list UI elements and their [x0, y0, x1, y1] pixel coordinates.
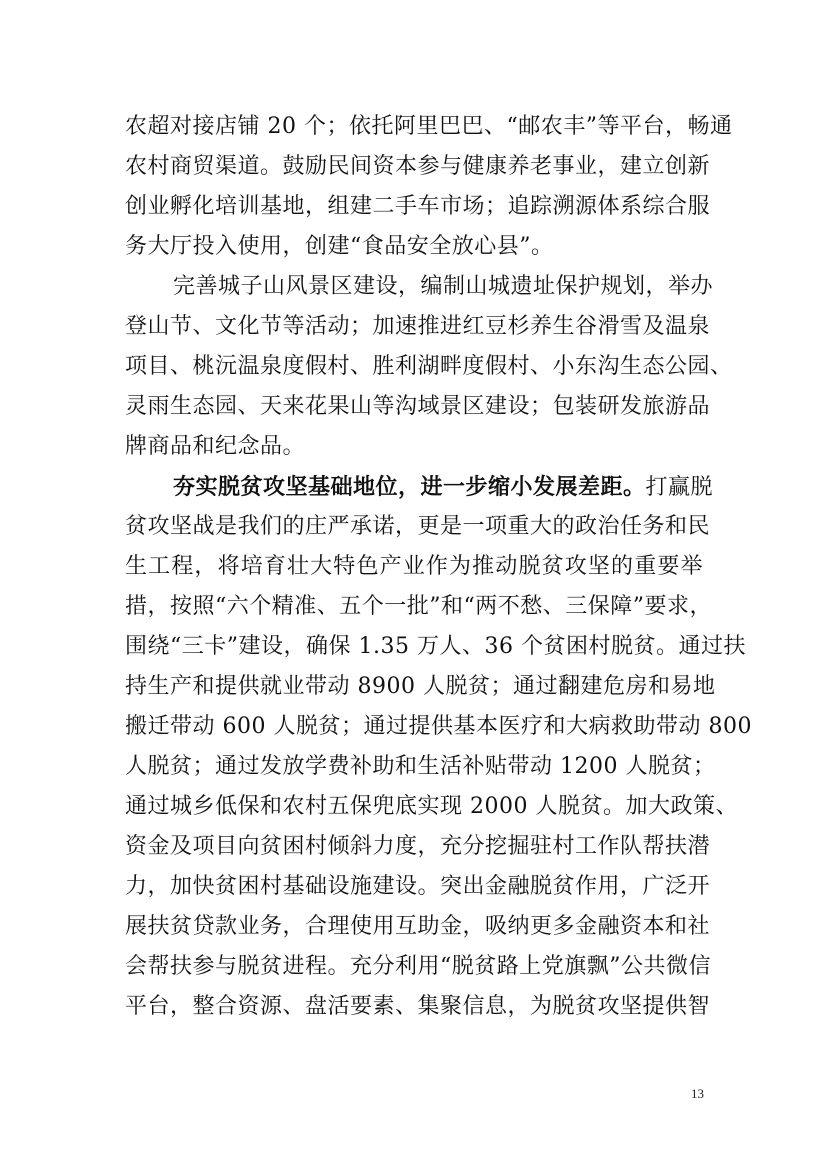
page-number: 13	[691, 1086, 704, 1101]
text-line: 灵雨生态园、天来花果山等沟域景区建设；包装研发旅游品	[125, 394, 711, 419]
text-line: 创业孵化培训基地，组建二手车市场；追踪溯源体系综合服	[125, 194, 711, 219]
text-line: 贫攻坚战是我们的庄严承诺，更是一项重大的政治任务和民	[125, 514, 711, 539]
text-line: 生工程，将培育壮大特色产业作为推动脱贫攻坚的重要举	[125, 554, 703, 579]
text-line: 农超对接店铺 20 个；依托阿里巴巴、“邮农丰”等平台，畅通	[125, 114, 733, 139]
text-line: 力，加快贫困村基础设施建设。突出金融脱贫作用，广泛开	[125, 874, 711, 899]
heading-continuation: 打赢脱	[645, 475, 714, 500]
text-line: 完善城子山风景区建设，编制山城遗址保护规划，举办	[173, 274, 714, 299]
text-line: 农村商贸渠道。鼓励民间资本参与健康养老事业，建立创新	[125, 154, 711, 179]
text-line: 会帮扶参与脱贫进程。充分利用“脱贫路上党旗飘”公共微信	[125, 954, 711, 979]
text-line: 牌商品和纪念品。	[125, 434, 306, 459]
text-line: 搬迁带动 600 人脱贫；通过提供基本医疗和大病救助带动 800	[125, 714, 752, 739]
text-line: 围绕“三卡”建设，确保 1.35 万人、36 个贫困村脱贫。通过扶	[125, 634, 746, 659]
text-line: 展扶贫贷款业务，合理使用互助金，吸纳更多金融资本和社	[125, 914, 711, 939]
text-line: 通过城乡低保和农村五保兜底实现 2000 人脱贫。加大政策、	[125, 794, 738, 819]
text-line: 人脱贫；通过发放学费补助和生活补贴带动 1200 人脱贫；	[125, 754, 716, 779]
section-heading: 夯实脱贫攻坚基础地位，进一步缩小发展差距。	[173, 474, 646, 500]
text-line	[173, 467, 714, 507]
text-line: 项目、桃沅温泉度假村、胜利湖畔度假村、小东沟生态公园、	[125, 354, 733, 379]
text-line: 资金及项目向贫困村倾斜力度，充分挖掘驻村工作队帮扶潜	[125, 834, 711, 859]
text-line: 务大厅投入使用，创建“食品安全放心县”。	[125, 234, 554, 259]
text-line: 平台，整合资源、盘活要素、集聚信息，为脱贫攻坚提供智	[125, 994, 711, 1019]
text-line: 登山节、文化节等活动；加速推进红豆杉养生谷滑雪及温泉	[125, 314, 711, 339]
text-line: 持生产和提供就业带动 8900 人脱贫；通过翻建危房和易地	[125, 674, 716, 699]
text-line: 措，按照“六个精准、五个一批”和“两不愁、三保障”要求，	[125, 594, 712, 619]
